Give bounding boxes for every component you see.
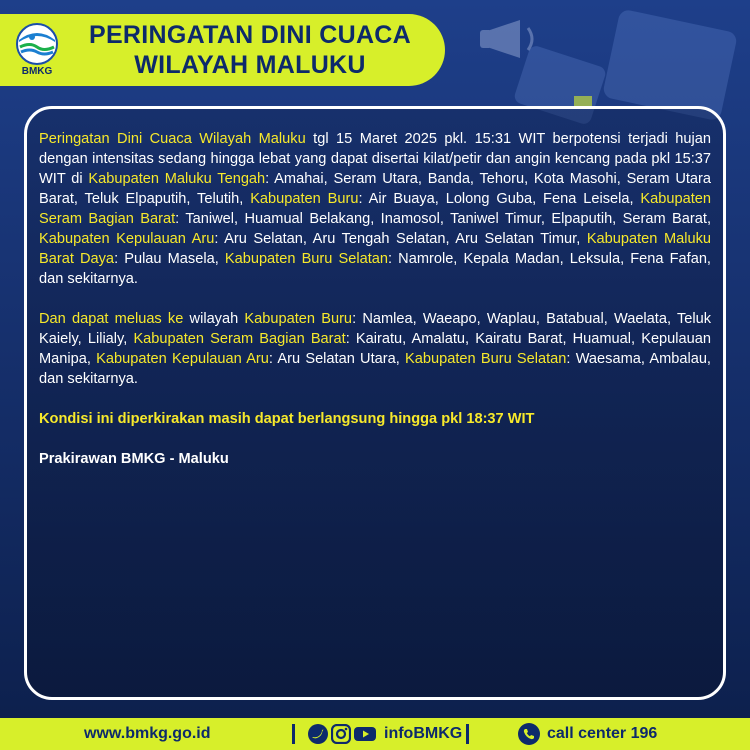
- bmkg-logo-emblem: [12, 22, 62, 66]
- warning-text: : Pulau Masela,: [114, 251, 225, 267]
- highlighted-region-name: Dan dapat meluas ke: [39, 311, 184, 327]
- title-line-1: PERINGATAN DINI CUACA: [88, 21, 412, 49]
- warning-text: : Namlea, Waeapo, Waplau, Batabual, Waelata, Teluk Kaiely, Lilialy,: [39, 311, 712, 347]
- footer-divider: [292, 724, 295, 744]
- social-handle[interactable]: infoBMKG: [384, 725, 463, 742]
- highlighted-region-name: Kabupaten Seram Bagian Barat: [39, 191, 712, 227]
- youtube-icon[interactable]: [354, 724, 376, 744]
- forecaster-signature: Prakirawan BMKG - Maluku: [39, 451, 229, 467]
- footer-divider: [466, 724, 469, 744]
- highlighted-region-name: Kabupaten Maluku Tengah: [88, 171, 266, 187]
- bmkg-logo: [12, 22, 62, 80]
- website-link[interactable]: www.bmkg.go.id: [84, 725, 211, 742]
- warning-duration: Kondisi ini diperkirakan masih dapat berlangsung hingga pkl 18:37 WIT: [39, 411, 535, 427]
- warning-text: : Aru Selatan, Aru Tengah Selatan, Aru Selatan Timur,: [214, 231, 587, 247]
- highlighted-region-name: Kabupaten Buru Selatan: [224, 251, 388, 267]
- instagram-icon[interactable]: [331, 724, 351, 744]
- warning-content-box: [24, 106, 726, 700]
- title-line-2: WILAYAH MALUKU: [134, 51, 366, 79]
- warning-text: : Waesama, Ambalau, dan sekitarnya.: [39, 351, 711, 387]
- highlighted-region-name: Kabupaten Seram Bagian Barat: [133, 331, 346, 347]
- page-title: [70, 20, 430, 80]
- footer-bar: [0, 718, 750, 750]
- call-center[interactable]: call center 196: [547, 725, 658, 742]
- highlighted-region-name: Kabupaten Buru: [244, 311, 353, 327]
- twitter-icon[interactable]: [308, 724, 328, 744]
- highlighted-region-name: Kabupaten Kepulauan Aru: [39, 231, 215, 247]
- highlighted-region-name: Kabupaten Kepulauan Aru: [96, 351, 269, 367]
- warning-paragraph-2: [39, 309, 711, 389]
- warning-text: : Taniwel, Huamual Belakang, Inamosol, Taniwel Timur, Elpaputih, Seram Barat,: [175, 211, 711, 227]
- highlighted-region-name: Kabupaten Buru: [250, 191, 359, 207]
- warning-text: : Air Buaya, Lolong Guba, Fena Leisela,: [358, 191, 641, 207]
- highlighted-region-name: Kabupaten Maluku Barat Daya: [39, 231, 711, 267]
- warning-text: : Kairatu, Amalatu, Kairatu Barat, Huamual, Kepulauan Manipa,: [39, 331, 711, 367]
- warning-text: wilayah: [183, 311, 245, 327]
- megaphone-icon: [480, 20, 532, 58]
- warning-paragraph-1: [39, 129, 711, 289]
- phone-icon: [518, 723, 540, 745]
- highlighted-region-name: Kabupaten Buru Selatan: [405, 351, 567, 367]
- warning-text: tgl 15 Maret 2025 pkl. 15:31 WIT berpotensi terjadi hujan dengan intensitas sedang hingga lebat yang dapat disertai kilat/petir dan angin kencang pada pkl 15:37 WIT di: [39, 131, 711, 187]
- warning-text: : Amahai, Seram Utara, Banda, Tehoru, Kota Masohi, Seram Utara Barat, Teluk Elpaputih, Telutih,: [39, 171, 712, 207]
- title-banner: [0, 14, 445, 86]
- bmkg-logo-text: BMKG: [21, 66, 53, 77]
- highlighted-region-name: Peringatan Dini Cuaca Wilayah Maluku: [39, 131, 306, 147]
- warning-text: : Namrole, Kepala Madan, Leksula, Fena Fafan, dan sekitarnya.: [39, 251, 711, 287]
- warning-text: : Aru Selatan Utara,: [268, 351, 406, 367]
